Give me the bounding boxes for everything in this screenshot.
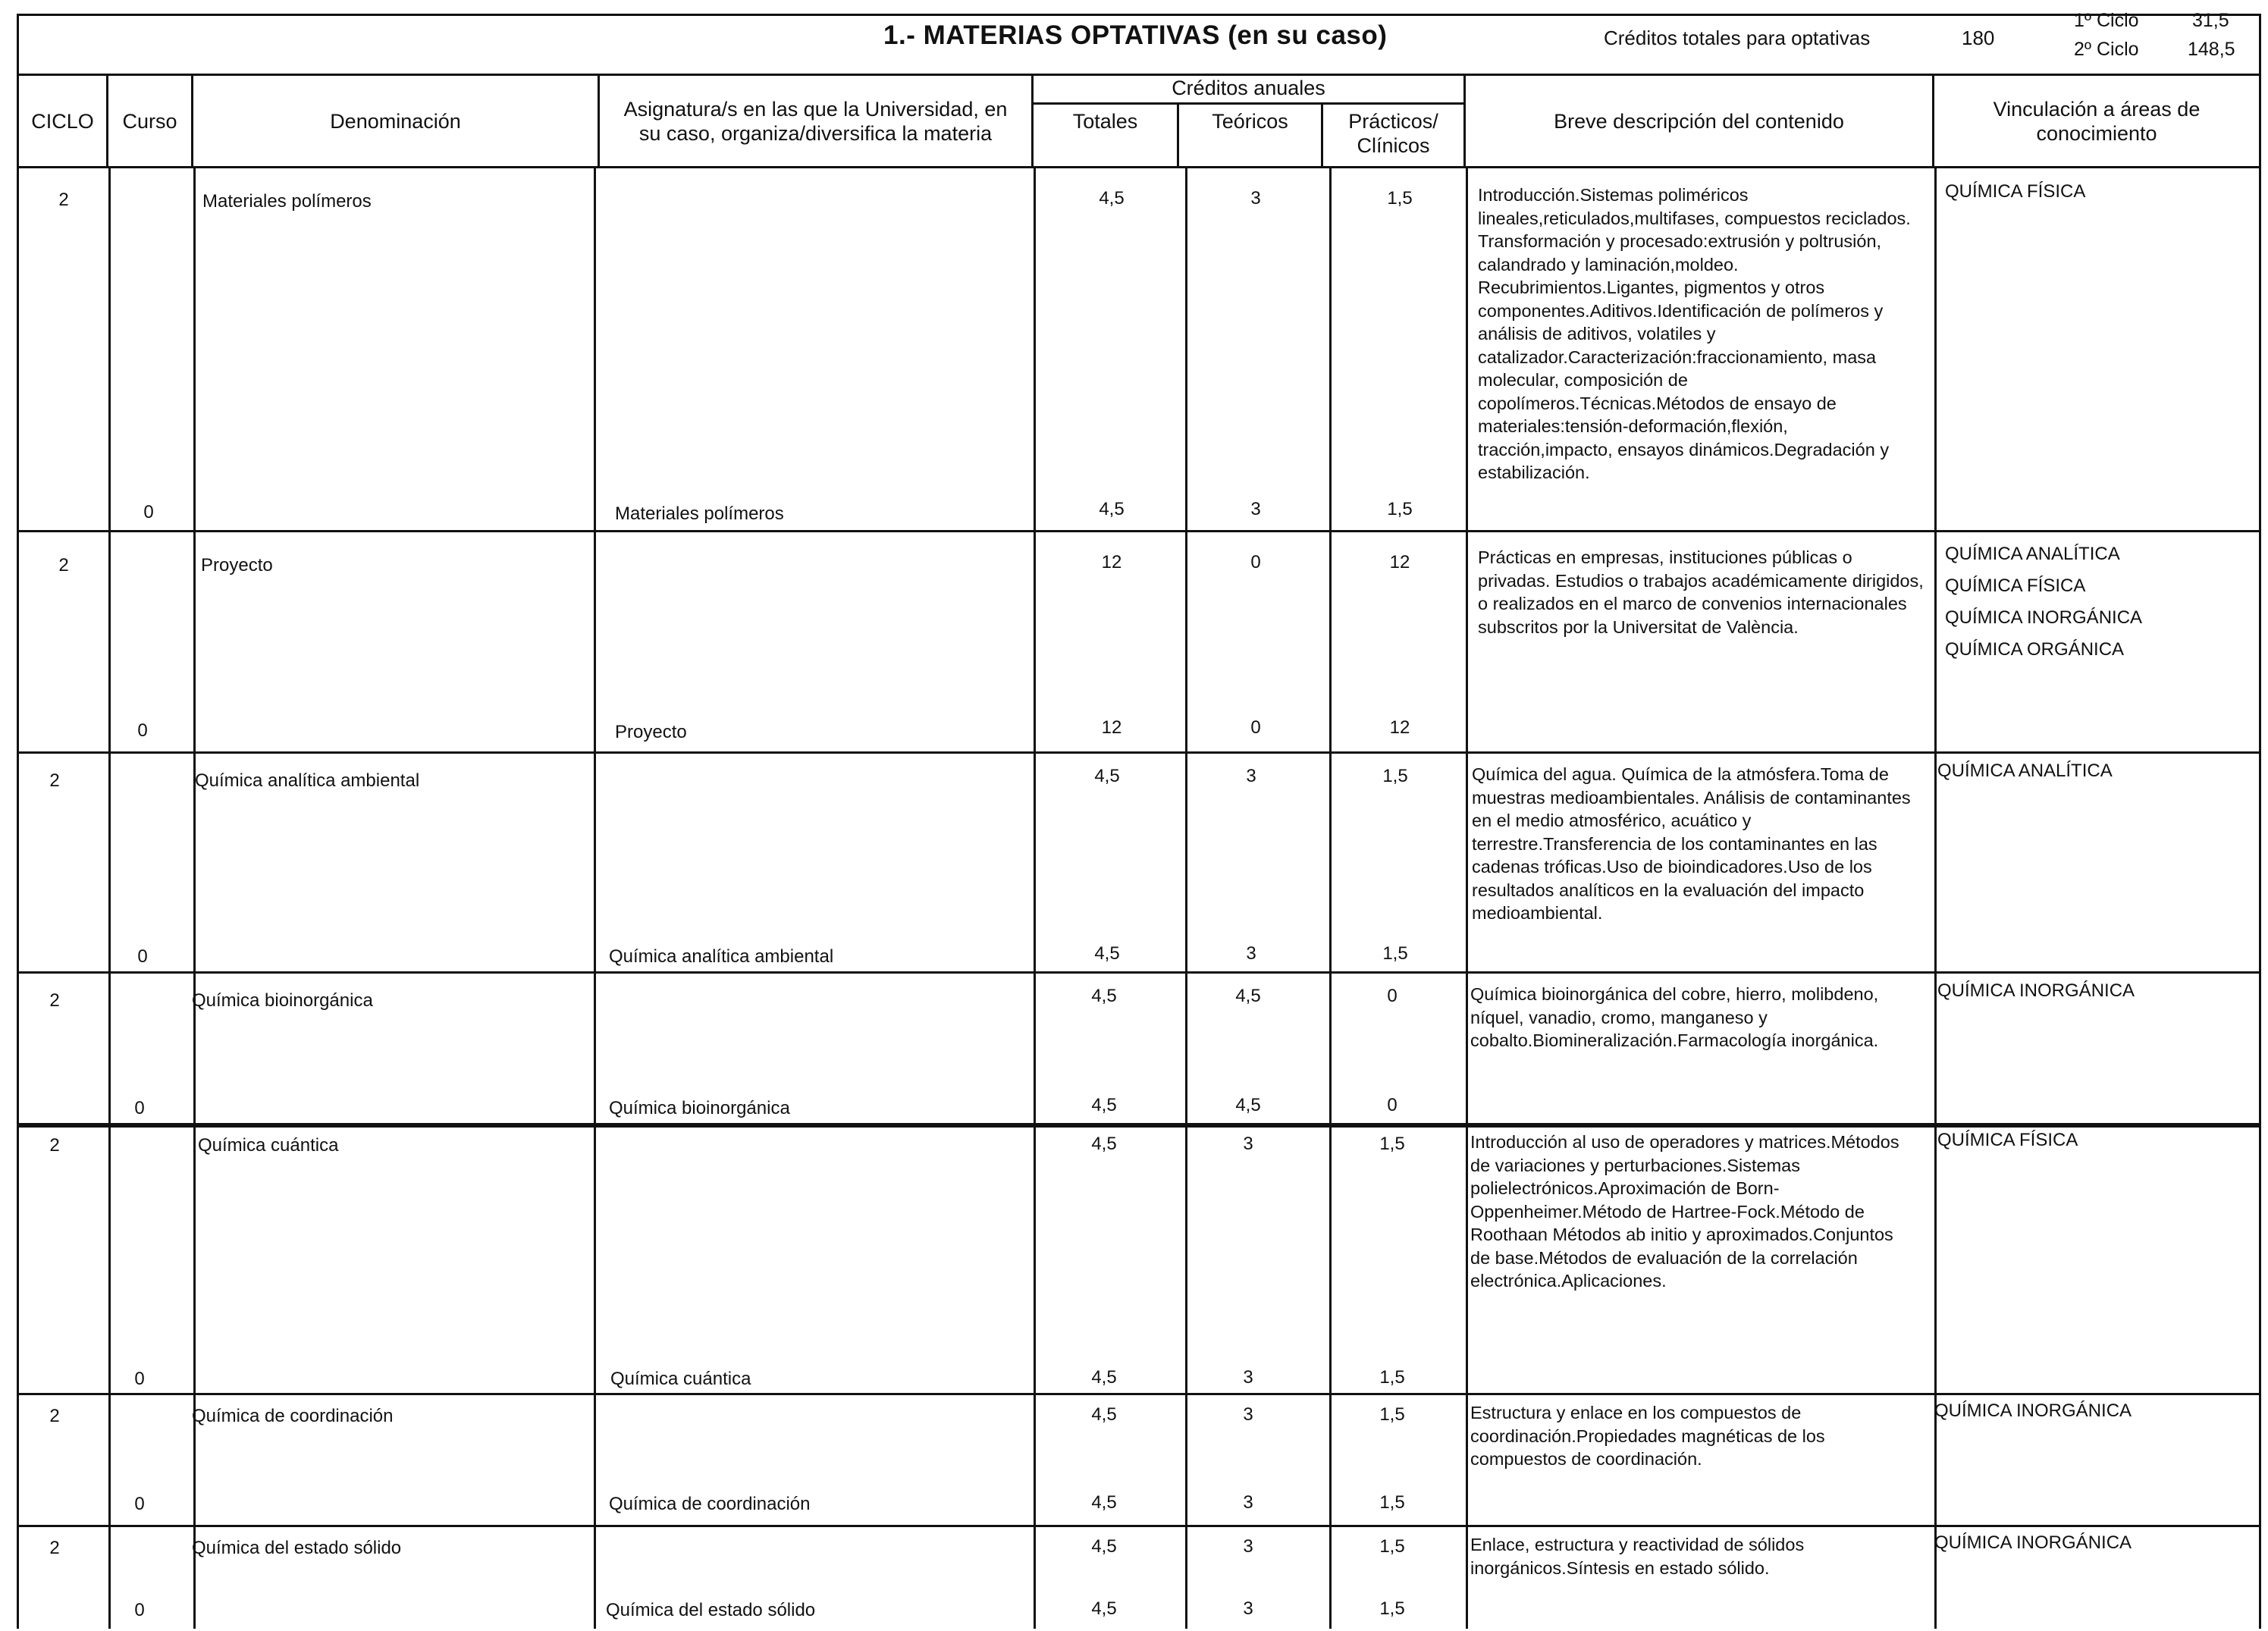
area-item: QUÍMICA INORGÁNICA [1934,1400,2132,1421]
asignatura-value: Química del estado sólido [606,1600,816,1620]
area-item: QUÍMICA FÍSICA [1945,181,2086,202]
totales-value: 4,5 [1099,188,1125,209]
teoricos-value: 3 [1243,1134,1253,1154]
totales-value: 4,5 [1091,986,1117,1006]
curso-value: 0 [134,1600,145,1620]
practicos-value: 1,5 [1379,1536,1405,1557]
asignatura-value: Química bioinorgánica [609,1098,790,1118]
sub-practicos-value: 1,5 [1379,1492,1405,1513]
teoricos-value: 0 [1250,552,1261,572]
area-item: QUÍMICA INORGÁNICA [1937,980,2135,1001]
asignatura-value: Materiales polímeros [615,503,784,524]
area-list [1945,176,2085,208]
col-denominacion: Denominación [193,74,600,168]
area-list [1934,1395,2132,1427]
sub-practicos-value: 1,5 [1379,1598,1405,1619]
denominacion-value: Química analítica ambiental [195,770,420,791]
descripcion-text: Química bioinorgánica del cobre, hierro, molibdeno, níquel, vanadio, cromo, manganeso y cobalto.Biomineralización.Farmacología inorgánica. [1470,984,1879,1050]
denominacion-value: Química del estado sólido [192,1538,402,1558]
sub-totales-value: 4,5 [1091,1095,1117,1115]
sub-teoricos-value: 0 [1250,717,1261,738]
sub-practicos-value: 1,5 [1379,1367,1405,1388]
sub-totales-value: 4,5 [1091,1492,1117,1513]
ciclo-value: 2 [49,1135,60,1156]
teoricos-value: 3 [1250,188,1261,209]
table-row [17,974,2261,1125]
creditos-anuales-group [1034,74,1466,168]
teoricos-value: 3 [1246,766,1256,786]
sub-totales-value: 4,5 [1091,1598,1117,1619]
denominacion-value: Proyecto [201,555,273,576]
area-list [1937,1124,2078,1156]
totales-value: 4,5 [1091,1134,1117,1154]
col-vinculacion: Vinculación a áreas de conocimiento [1993,98,2201,145]
ciclo-value: 2 [58,555,69,576]
area-list [1937,975,2135,1007]
denominacion-value: Química de coordinación [192,1406,394,1426]
ciclo1-label: 1º Ciclo [2074,10,2139,31]
col-creditos-anuales: Créditos anuales [1034,74,1463,105]
table-row [17,1125,2261,1395]
sub-totales-value: 4,5 [1091,1367,1117,1388]
denominacion-value: Materiales polímeros [202,191,372,212]
sub-totales-value: 4,5 [1094,943,1120,964]
teoricos-value: 3 [1243,1404,1253,1425]
totales-value: 4,5 [1094,766,1120,786]
curso-value: 0 [134,1494,145,1514]
sub-practicos-value: 1,5 [1387,499,1413,519]
col-teoricos: Teóricos [1179,105,1323,168]
col-asignaturas: Asignatura/s en las que la Universidad, en su caso, organiza/diversifica la materia [600,74,1034,168]
sub-teoricos-value: 3 [1243,1492,1253,1513]
creditos-totales-value: 180 [1962,27,1995,49]
table-row [17,168,2261,532]
area-list [1934,1527,2132,1559]
teoricos-value: 4,5 [1235,986,1261,1006]
asignatura-value: Química analítica ambiental [609,946,834,967]
denominacion-value: Química bioinorgánica [192,990,373,1011]
ciclo-value: 2 [49,1406,60,1426]
document-page [17,10,2261,1629]
curso-value: 0 [134,1098,145,1118]
col-curso: Curso [108,74,193,168]
sub-teoricos-value: 3 [1246,943,1256,964]
creditos-totales-label: Créditos totales para optativas [1604,27,1871,49]
table-row [17,754,2261,974]
area-item: QUÍMICA INORGÁNICA [1934,1532,2132,1553]
sub-practicos-value: 0 [1387,1095,1398,1115]
descripcion-text: Estructura y enlace en los compuestos de coordinación.Propiedades magnéticas de los compuestos de coordinación. [1470,1403,1825,1469]
ciclo-value: 2 [49,1538,60,1558]
descripcion-text: Enlace, estructura y reactividad de sólidos inorgánicos.Síntesis en estado sólido. [1470,1535,1805,1578]
area-item: QUÍMICA INORGÁNICA [1945,607,2143,628]
asignatura-value: Química cuántica [610,1369,751,1389]
ciclo-value: 2 [49,770,60,791]
sub-teoricos-value: 4,5 [1235,1095,1261,1115]
sub-teoricos-value: 3 [1243,1367,1253,1388]
totales-value: 4,5 [1091,1404,1117,1425]
curso-value: 0 [137,720,148,741]
ciclo2-label: 2º Ciclo [2074,39,2139,60]
sub-teoricos-value: 3 [1250,499,1261,519]
curso-value: 0 [134,1369,145,1389]
area-item: QUÍMICA ORGÁNICA [1945,639,2125,660]
asignatura-value: Química de coordinación [609,1494,811,1514]
practicos-value: 12 [1389,552,1410,572]
ciclo-value: 2 [49,990,60,1011]
practicos-value: 1,5 [1379,1134,1405,1154]
col-totales: Totales [1034,105,1179,168]
table-row [17,532,2261,754]
col-ciclo: CICLO [19,74,108,168]
ciclo1-value: 31,5 [2192,10,2229,31]
area-list [1945,538,2142,666]
practicos-value: 1,5 [1387,188,1413,209]
table-header [17,74,2261,168]
descripcion-text: Introducción.Sistemas poliméricos lineales,reticulados,multifases, compuestos reciclados. Transformación y procesado:extrusión y poltrusión, calandrado y laminación,moldeo. Recubrimientos.Ligantes, pigmentos y otros componentes.Aditivos.Identificación de polímeros y análisis de aditivos, volatiles y catalizador.Caracterización:fraccionamiento, masa molecular, composición de copolímeros.Técnicas.Métodos de ensayo de materiales:tensión-deformación,flexión, tracción,impacto, ensayos dinámicos.Degradación y estabilización. [1478,185,1911,482]
col-practicos: Prácticos/ Clínicos [1348,110,1438,157]
descripcion-text: Química del agua. Química de la atmósfera.Toma de muestras medioambientales. Análisis de contaminantes en el medio atmosférico, acuático y terrestre.Transferencia de los contaminantes en las cadenas tróficas.Uso de bioindicadores.Uso de los resultados analíticos en la evaluación del impacto medioambiental. [1472,764,1911,923]
sub-teoricos-value: 3 [1243,1598,1253,1619]
title-band [17,10,2261,76]
area-item: QUÍMICA FÍSICA [1937,1130,2078,1150]
sub-practicos-value: 1,5 [1382,943,1408,964]
ciclo-value: 2 [58,190,69,210]
curso-value: 0 [137,946,148,967]
practicos-value: 1,5 [1382,766,1408,786]
col-descripcion: Breve descripción del contenido [1466,74,1934,168]
asignatura-value: Proyecto [615,722,687,742]
totales-value: 4,5 [1091,1536,1117,1557]
table-row [17,1527,2261,1629]
sub-practicos-value: 12 [1389,717,1410,738]
practicos-value: 1,5 [1379,1404,1405,1425]
descripcion-text: Introducción al uso de operadores y matrices.Métodos de variaciones y perturbaciones.Sistemas polielectrónicos.Aproximación de Born-Oppenheimer.Método de Hartree-Fock.Método de Roothaan Métodos ab initio y aproximados.Conjuntos de base.Métodos de evaluación de la correlación electrónica.Aplicaciones. [1470,1132,1899,1291]
page-title: 1.- MATERIAS OPTATIVAS (en su caso) [883,20,1388,50]
area-item: QUÍMICA ANALÍTICA [1937,761,2113,781]
ciclo2-value: 148,5 [2188,39,2235,60]
totales-value: 12 [1101,552,1122,572]
area-item: QUÍMICA FÍSICA [1945,576,2086,596]
teoricos-value: 3 [1243,1536,1253,1557]
sub-totales-value: 4,5 [1099,499,1125,519]
area-list [1937,755,2113,787]
table-row [17,1395,2261,1527]
descripcion-text: Prácticas en empresas, instituciones públicas o privadas. Estudios o trabajos académicamente dirigidos, o realizados en el marco de convenios internacionales subscritos por la Universitat de València. [1478,547,1924,637]
practicos-value: 0 [1387,986,1398,1006]
area-item: QUÍMICA ANALÍTICA [1945,544,2120,564]
denominacion-value: Química cuántica [198,1135,339,1156]
curso-value: 0 [143,502,154,522]
sub-totales-value: 12 [1101,717,1122,738]
